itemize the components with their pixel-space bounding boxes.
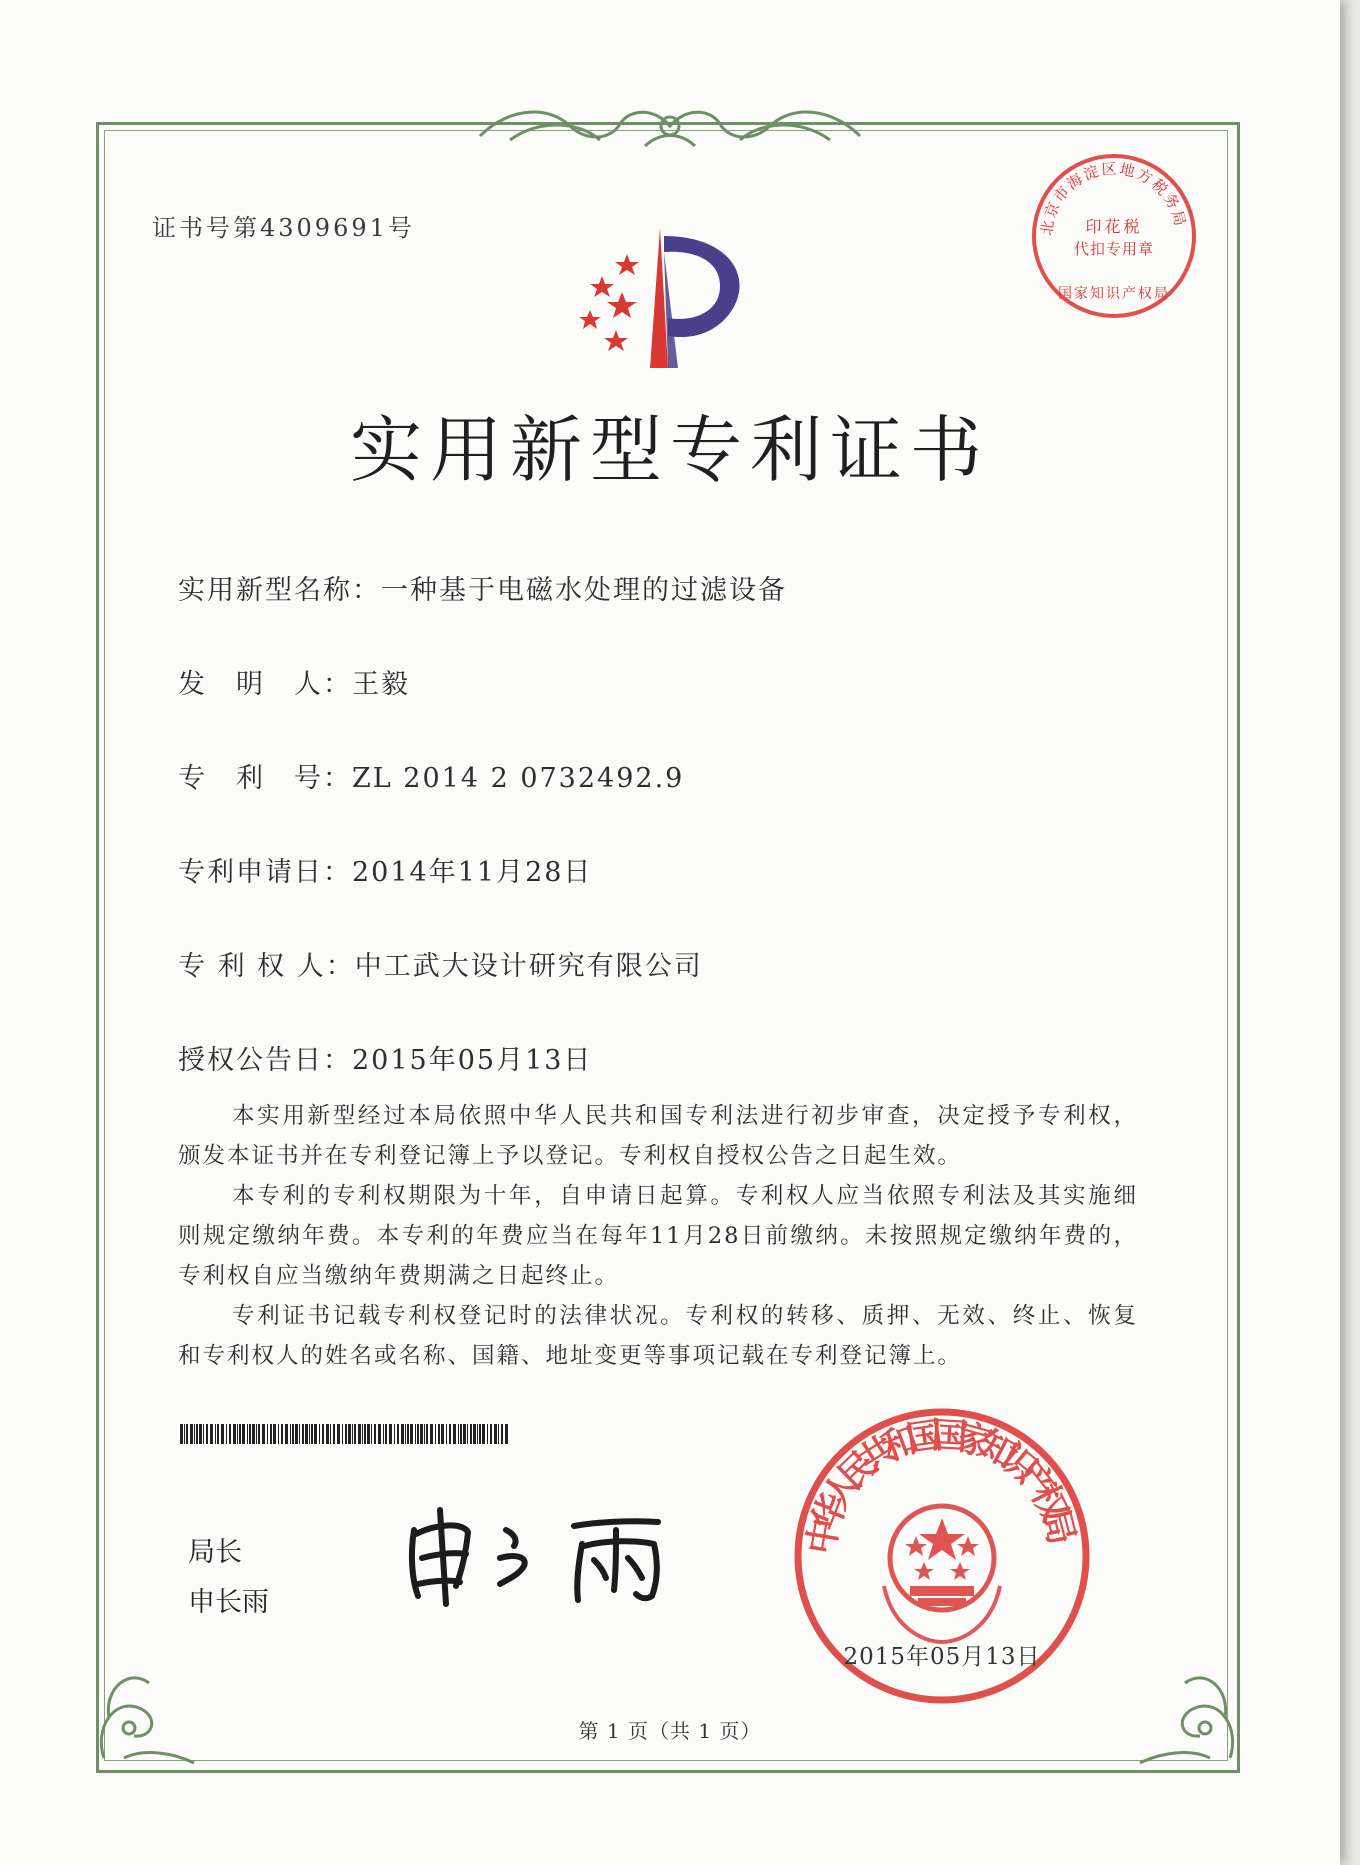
barcode-bar xyxy=(233,1424,236,1444)
barcode-bar xyxy=(405,1424,406,1444)
director-title: 局长 xyxy=(188,1537,242,1568)
barcode-bar xyxy=(435,1424,436,1444)
barcode-bar xyxy=(273,1424,276,1444)
barcode-bar xyxy=(239,1424,241,1444)
barcode-bar xyxy=(383,1424,384,1444)
statement-paragraph-3: 专利证书记载专利权登记时的法律状况。专利权的转移、质押、无效、终止、恢复和专利权人的姓名或名称、国籍、地址变更等事项记载在专利登记簿上。 xyxy=(178,1303,1138,1369)
barcode-bar xyxy=(242,1424,245,1444)
barcode-bar xyxy=(203,1424,204,1444)
barcode-bar xyxy=(210,1424,213,1444)
barcode-bar xyxy=(314,1424,317,1444)
barcode-bar xyxy=(354,1424,356,1444)
barcode-bar xyxy=(449,1424,451,1444)
handwritten-signature xyxy=(396,1500,686,1610)
barcode-bar xyxy=(348,1424,351,1444)
statement-paragraph-2: 本专利的专利权期限为十年，自申请日起算。专利权人应当依照专利法及其实施细则规定缴纳年费。本专利的年费应当在每年11月28日前缴纳。未按照规定缴纳年费的，专利权自应当缴纳年费期满之日起终止。 xyxy=(178,1183,1138,1289)
barcode-bar xyxy=(362,1424,363,1444)
barcode-bar xyxy=(426,1424,428,1444)
field-label: 专利申请日： xyxy=(178,857,352,888)
barcode-bar xyxy=(415,1424,416,1444)
field-label: 授权公告日： xyxy=(178,1045,352,1076)
field-grant-date xyxy=(178,1038,592,1077)
barcode-bar xyxy=(229,1424,231,1444)
barcode-bar xyxy=(281,1424,283,1444)
barcode-bar xyxy=(194,1424,195,1444)
barcode-bar xyxy=(385,1424,387,1444)
field-value: 一种基于电磁水处理的过滤设备 xyxy=(381,575,787,606)
barcode-bar xyxy=(285,1424,288,1444)
barcode-bar xyxy=(342,1424,343,1444)
barcode-bar xyxy=(262,1424,265,1444)
tax-stamp-seal xyxy=(1030,152,1198,320)
barcode-bar xyxy=(237,1424,238,1444)
barcode-bar xyxy=(352,1424,353,1444)
barcode-bar xyxy=(278,1424,279,1444)
field-patent-number xyxy=(178,756,684,795)
svg-text:印花税: 印花税 xyxy=(1085,217,1143,236)
top-ornament-icon xyxy=(470,96,870,158)
barcode-bar xyxy=(479,1424,481,1444)
barcode-bar xyxy=(184,1424,185,1444)
barcode-bar xyxy=(326,1424,329,1444)
barcode-bar xyxy=(482,1424,485,1444)
barcode-bar xyxy=(221,1424,224,1444)
barcode-bar xyxy=(305,1424,308,1444)
barcode-bar xyxy=(199,1424,202,1444)
barcode-bar xyxy=(477,1424,478,1444)
statement-paragraph-1: 本实用新型经过本局依照中华人民共和国专利法进行初步审查，决定授予专利权，颁发本证书并在专利登记簿上予以登记。专利权自授权公告之日起生效。 xyxy=(178,1103,1138,1169)
barcode-bar xyxy=(319,1424,320,1444)
barcode-bar xyxy=(394,1424,395,1444)
barcode-bar xyxy=(446,1424,447,1444)
barcode-bar xyxy=(410,1424,413,1444)
certificate-statement xyxy=(178,1096,1138,1376)
barcode-bar xyxy=(186,1424,188,1444)
barcode-bar xyxy=(453,1424,456,1444)
barcode-bar xyxy=(190,1424,193,1444)
barcode-bar xyxy=(458,1424,459,1444)
field-value: 中工武大设计研究有限公司 xyxy=(354,951,703,982)
barcode-bar xyxy=(309,1424,310,1444)
field-utility-model-name xyxy=(178,568,787,607)
certificate-number: 证书号第4309691号 xyxy=(152,214,415,242)
field-value: 2015年05月13日 xyxy=(352,1045,593,1076)
barcode-bar xyxy=(490,1424,492,1444)
barcode-bar xyxy=(267,1424,268,1444)
barcode-bar xyxy=(217,1424,219,1444)
barcode-bar xyxy=(473,1424,476,1444)
barcode-bar xyxy=(424,1424,425,1444)
bottom-right-ornament-icon xyxy=(1130,1618,1250,1768)
barcode-bar xyxy=(252,1424,255,1444)
barcode-bar xyxy=(397,1424,399,1444)
barcode-bar xyxy=(460,1424,462,1444)
barcode-bar xyxy=(441,1424,444,1444)
barcode-bar xyxy=(374,1424,376,1444)
bottom-left-ornament-icon xyxy=(84,1618,204,1768)
svg-text:中华人民共和国国家知识产权局: 中华人民共和国国家知识产权局 xyxy=(799,1413,1084,1558)
barcode-bar xyxy=(420,1424,423,1444)
barcode-bar xyxy=(358,1424,361,1444)
barcode-bar xyxy=(505,1424,508,1444)
barcode-bar xyxy=(345,1424,347,1444)
barcode-bar xyxy=(247,1424,248,1444)
barcode-bar xyxy=(389,1424,392,1444)
field-patentee xyxy=(178,944,703,983)
barcode-bar xyxy=(487,1424,488,1444)
barcode-bar xyxy=(367,1424,370,1444)
barcode-bar xyxy=(258,1424,260,1444)
patent-office-logo-icon xyxy=(560,218,760,378)
barcode-bar xyxy=(407,1424,409,1444)
svg-text:代扣专用章: 代扣专用章 xyxy=(1073,240,1155,258)
barcode-bar xyxy=(467,1424,468,1444)
barcode xyxy=(180,1424,510,1444)
barcode-bar xyxy=(417,1424,419,1444)
barcode-bar xyxy=(249,1424,251,1444)
barcode-bar xyxy=(322,1424,324,1444)
svg-text:北京市海淀区地方税务局: 北京市海淀区地方税务局 xyxy=(1037,159,1190,237)
page-number: 第 1 页（共 1 页） xyxy=(578,1719,762,1743)
field-label: 实用新型名称： xyxy=(178,575,381,606)
barcode-bar xyxy=(501,1424,503,1444)
barcode-bar xyxy=(299,1424,300,1444)
barcode-bar xyxy=(295,1424,298,1444)
barcode-bar xyxy=(463,1424,466,1444)
barcode-bar xyxy=(215,1424,216,1444)
barcode-bar xyxy=(256,1424,257,1444)
barcode-bar xyxy=(430,1424,433,1444)
barcode-bar xyxy=(337,1424,340,1444)
barcode-bar xyxy=(470,1424,472,1444)
barcode-bar xyxy=(371,1424,372,1444)
field-label: 专 利 权 人： xyxy=(178,951,355,982)
barcode-bar xyxy=(364,1424,366,1444)
barcode-bar xyxy=(494,1424,497,1444)
field-value: 2014年11月28日 xyxy=(352,857,593,888)
svg-text:国家知识产权局: 国家知识产权局 xyxy=(1058,286,1170,302)
barcode-bar xyxy=(270,1424,272,1444)
barcode-bar xyxy=(302,1424,304,1444)
barcode-bar xyxy=(311,1424,313,1444)
barcode-bar xyxy=(196,1424,198,1444)
field-value: 王毅 xyxy=(352,669,410,700)
barcode-bar xyxy=(226,1424,227,1444)
field-label: 发 明 人： xyxy=(178,669,352,700)
field-application-date xyxy=(178,850,592,889)
field-value: ZL 2014 2 0732492.9 xyxy=(352,763,685,794)
barcode-bar xyxy=(401,1424,404,1444)
field-label: 专 利 号： xyxy=(178,763,352,794)
field-inventor xyxy=(178,662,410,701)
barcode-bar xyxy=(498,1424,499,1444)
barcode-bar xyxy=(378,1424,381,1444)
barcode-bar xyxy=(206,1424,208,1444)
barcode-bar xyxy=(292,1424,294,1444)
barcode-bar xyxy=(333,1424,335,1444)
seal-date: 2015年05月13日 xyxy=(843,1644,1041,1670)
director-name: 申长雨 xyxy=(188,1587,269,1618)
barcode-bar xyxy=(180,1424,183,1444)
barcode-bar xyxy=(290,1424,291,1444)
barcode-bar xyxy=(438,1424,440,1444)
barcode-bar xyxy=(330,1424,331,1444)
certificate-title: 实用新型专利证书 xyxy=(349,408,990,492)
